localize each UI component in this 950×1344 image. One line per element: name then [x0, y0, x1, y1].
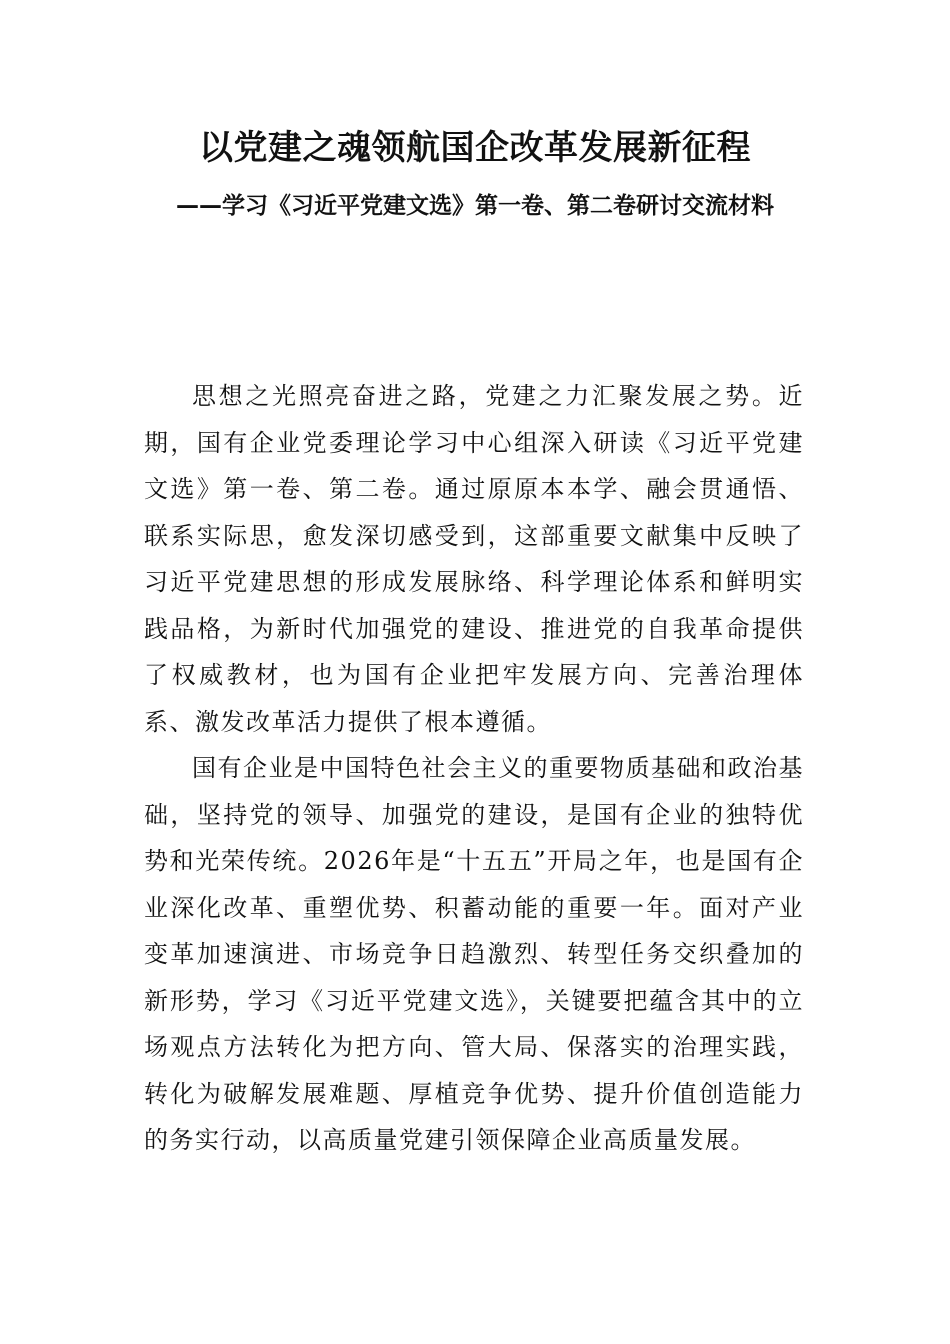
document-subtitle: ——学习《习近平党建文选》第一卷、第二卷研讨交流材料: [176, 193, 774, 219]
body-paragraph: 思想之光照亮奋进之路，党建之力汇聚发展之势。近期，国有企业党委理论学习中心组深入研读《习近平党建文选》第一卷、第二卷。通过原原本本学、融会贯通悟、联系实际思，愈发深切感受到，这部重要文献集中反映了习近平党建思想的形成发展脉络、科学理论体系和鲜明实践品格，为新时代加强党的建设、推进党的自我革命提供了权威教材，也为国有企业把牢发展方向、完善治理体系、激发改革活力提供了根本遵循。: [144, 382, 804, 736]
body-paragraph: 国有企业是中国特色社会主义的重要物质基础和政治基础，坚持党的领导、加强党的建设，是国有企业的独特优势和光荣传统。2026年是“十五五”开局之年，也是国有企业深化改革、重塑优势、积蓄动能的重要一年。面对产业变革加速演进、市场竞争日趋激烈、转型任务交织叠加的新形势，学习《习近平党建文选》，关键要把蕴含其中的立场观点方法转化为把方向、管大局、保落实的治理实践，转化为破解发展难题、厚植竞争优势、提升价值创造能力的务实行动，以高质量党建引领保障企业高质量发展。: [144, 754, 804, 1154]
document-title: 以党建之魂领航国企改革发展新征程: [199, 128, 751, 168]
document-body: [144, 373, 804, 1164]
